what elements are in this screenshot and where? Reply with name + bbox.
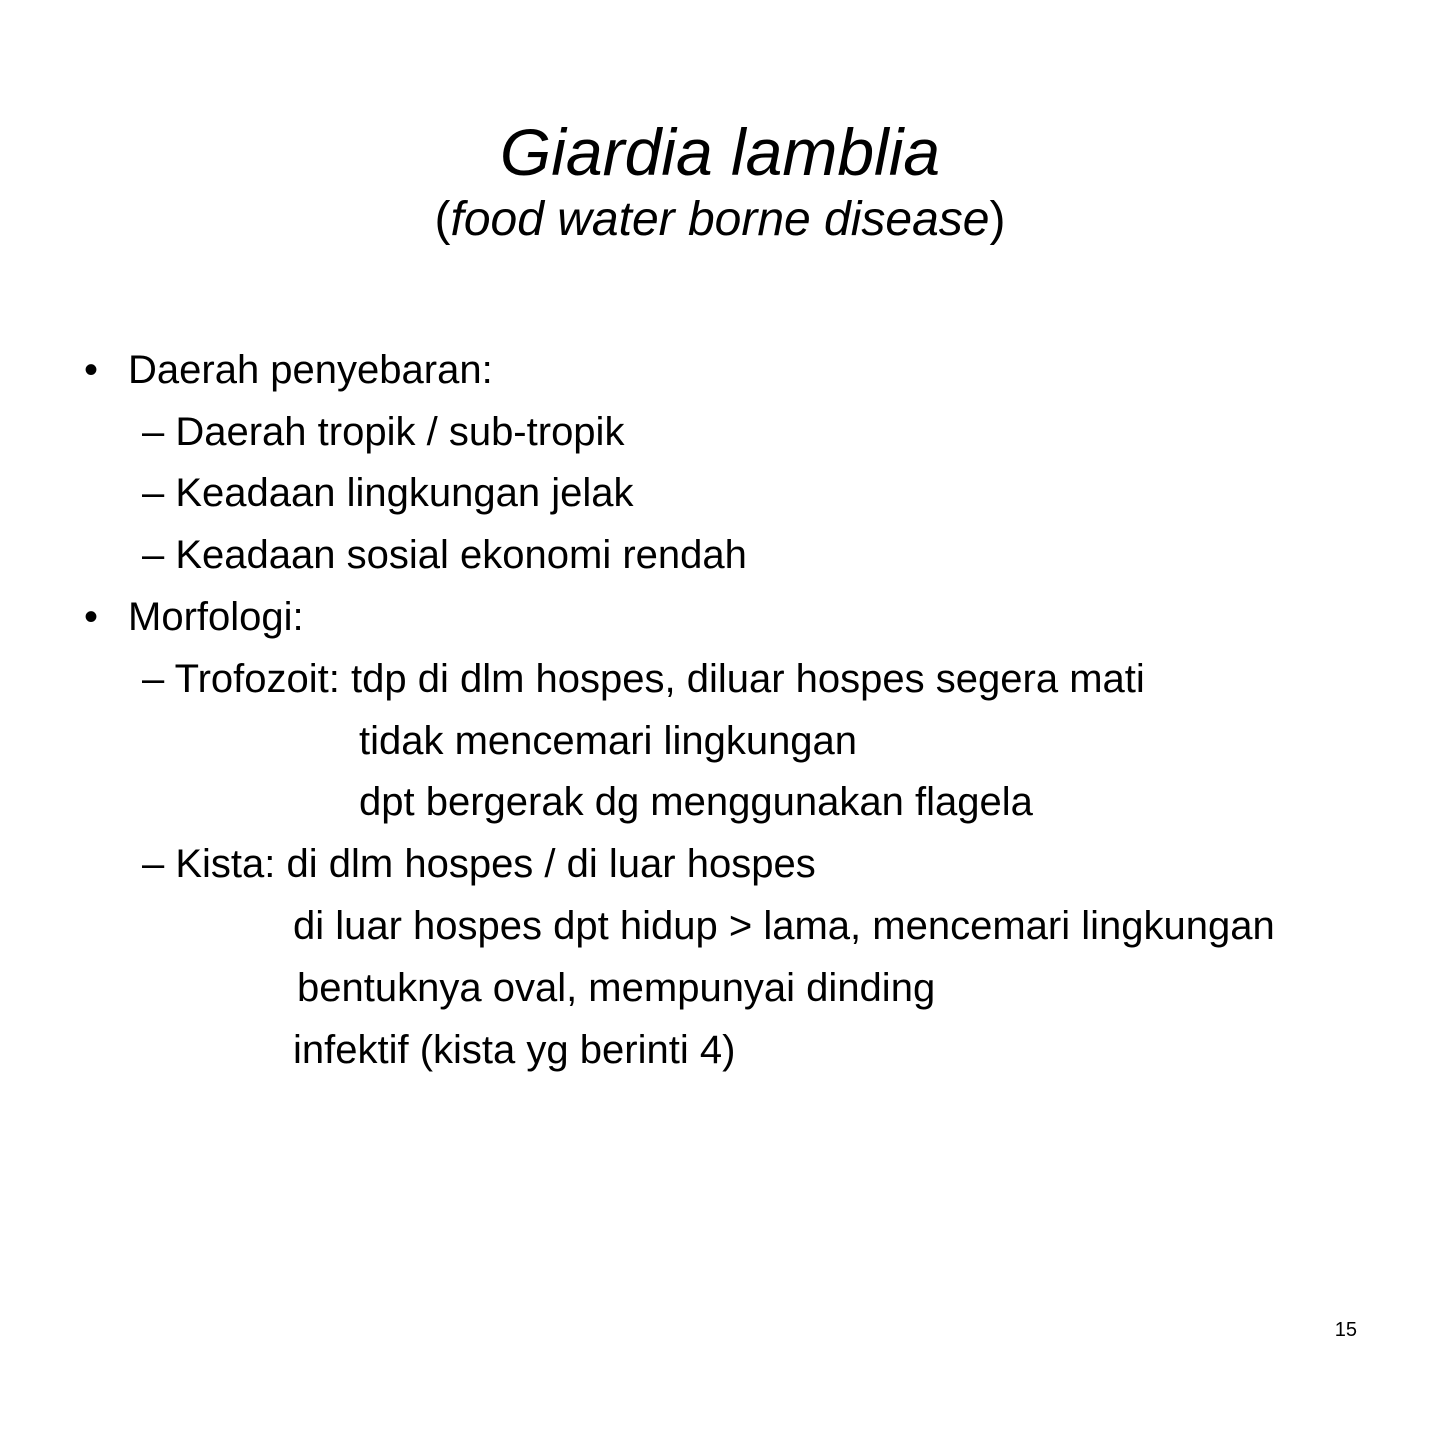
slide-title: Giardia lamblia <box>499 115 941 189</box>
kista-continuation: bentuknya oval, mempunyai dinding <box>297 966 936 1010</box>
bullet-label-morfologi: Morfologi: <box>128 595 304 639</box>
kista-continuation: infektif (kista yg berinti 4) <box>293 1028 736 1072</box>
bullet-icon: • <box>84 595 99 639</box>
subitem-lingkungan: – Keadaan lingkungan jelak <box>142 471 634 515</box>
kista-continuation: di luar hospes dpt hidup > lama, mencemari lingkungan <box>293 904 1275 948</box>
trofozoit-continuation: dpt bergerak dg menggunakan flagela <box>359 780 1033 824</box>
subitem-kista: – Kista: di dlm hospes / di luar hospes <box>142 842 816 886</box>
subitem-sosial-ekonomi: – Keadaan sosial ekonomi rendah <box>142 533 747 577</box>
subitem-tropik: – Daerah tropik / sub-tropik <box>142 410 625 454</box>
subtitle-close-paren: ) <box>989 193 1006 246</box>
bullet-label-distribution: Daerah penyebaran: <box>128 348 493 392</box>
trofozoit-continuation: tidak mencemari lingkungan <box>359 719 858 763</box>
subitem-trofozoit: – Trofozoit: tdp di dlm hospes, diluar hospes segera mati <box>142 657 1145 701</box>
subtitle-text: food water borne disease <box>450 193 990 246</box>
subtitle-open-paren: ( <box>434 193 451 246</box>
page-number: 15 <box>1334 1319 1357 1341</box>
slide-subtitle <box>0 190 1440 250</box>
bullet-icon: • <box>84 348 99 392</box>
